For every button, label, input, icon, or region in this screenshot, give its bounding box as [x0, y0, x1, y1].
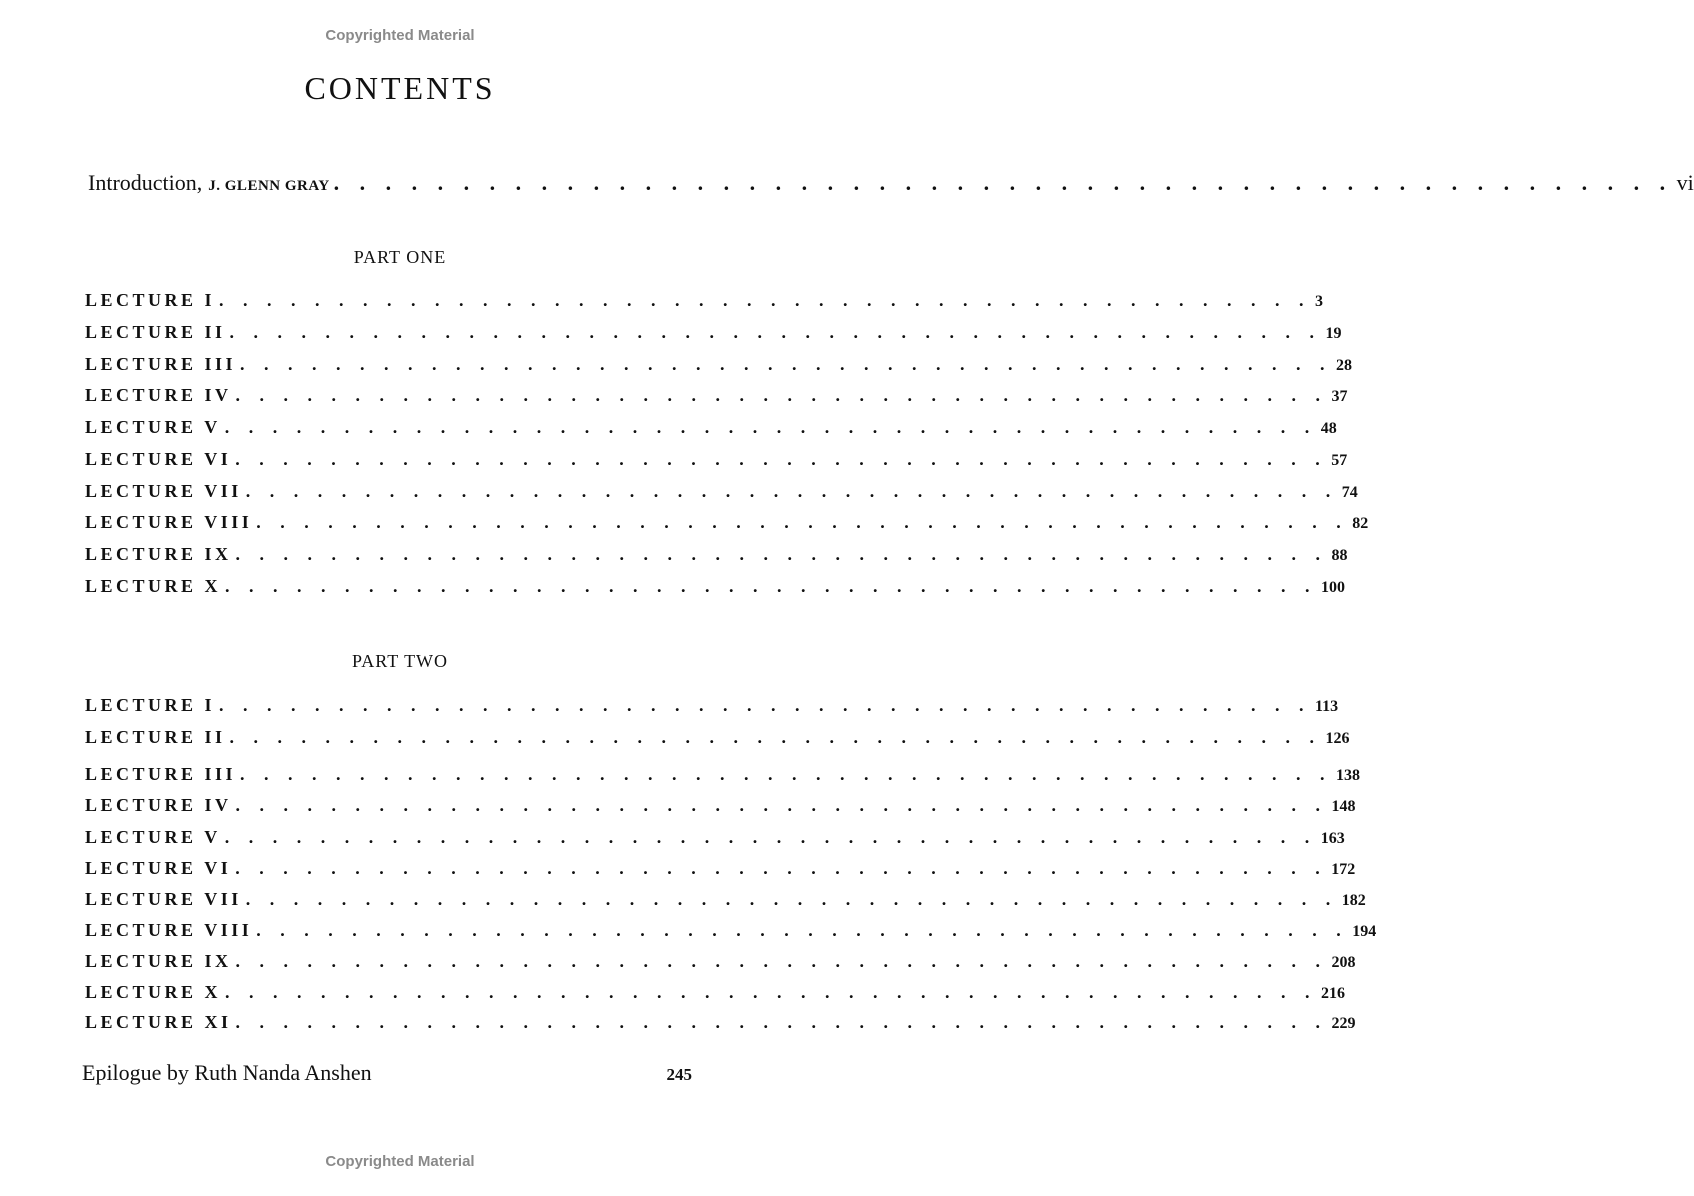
dot-leader: . . . . . . . . . . . . . . . . . . . . . . . . . . . . . . . . . . . . . . . . . . . . . .: [219, 695, 1312, 715]
lecture-page: 82: [1352, 515, 1369, 532]
toc-entry-part-two-lecture[interactable]: [85, 727, 1350, 748]
copyright-watermark-bottom: Copyrighted Material: [325, 1153, 475, 1170]
toc-entry-epilogue[interactable]: [82, 1060, 692, 1086]
epilogue-label: Epilogue by Ruth Nanda Anshen: [82, 1060, 372, 1085]
lecture-label: LECTURE X: [85, 576, 222, 596]
lecture-page: 216: [1321, 985, 1346, 1002]
toc-entry-part-two-lecture[interactable]: [85, 920, 1377, 941]
toc-entry-part-two-lecture[interactable]: [85, 858, 1356, 879]
dot-leader: . . . . . . . . . . . . . . . . . . . . . . . . . . . . . . . . . . . . . . . . . . . . . .: [240, 354, 1333, 374]
lecture-page: 163: [1320, 830, 1345, 847]
lecture-label: LECTURE I: [85, 695, 216, 715]
lecture-label: LECTURE IX: [85, 951, 232, 971]
dot-leader: . . . . . . . . . . . . . . . . . . . . . . . . . . . . . . . . . . . . . . . . . . . . . .: [256, 920, 1349, 940]
dot-leader: . . . . . . . . . . . . . . . . . . . . . . . . . . . . . . . . . . . . . . . . . . . . . .: [245, 481, 1338, 501]
toc-entry-part-one-lecture[interactable]: [85, 481, 1358, 502]
lecture-label: LECTURE IV: [85, 795, 232, 815]
dot-leader: . . . . . . . . . . . . . . . . . . . . . . . . . . . . . . . . . . . . . . . . . . . . . . . . . . . .: [333, 170, 1673, 195]
lecture-label: LECTURE V: [85, 417, 221, 437]
lecture-label: LECTURE VI: [85, 449, 232, 469]
lecture-page: 229: [1331, 1015, 1356, 1032]
lecture-label: LECTURE I: [85, 290, 216, 310]
toc-entry-part-one-lecture[interactable]: [85, 385, 1348, 406]
dot-leader: . . . . . . . . . . . . . . . . . . . . . . . . . . . . . . . . . . . . . . . . . . . . . .: [235, 951, 1328, 971]
lecture-page: 126: [1325, 730, 1350, 747]
toc-entry-part-two-lecture[interactable]: [85, 795, 1356, 816]
lecture-label: LECTURE V: [85, 827, 221, 847]
lecture-page: 57: [1331, 452, 1348, 469]
copyright-watermark-top: Copyrighted Material: [325, 27, 475, 44]
lecture-label: LECTURE XI: [85, 1012, 232, 1032]
toc-entry-part-one-lecture[interactable]: [85, 290, 1324, 311]
dot-leader: . . . . . . . . . . . . . . . . . . . . . . . . . . . . . . . . . . . . . . . . . . . . . .: [235, 385, 1328, 405]
part-two-heading: PART TWO: [351, 651, 449, 671]
toc-entry-part-two-lecture[interactable]: [85, 1012, 1356, 1033]
dot-leader: . . . . . . . . . . . . . . . . . . . . . . . . . . . . . . . . . . . . . . . . . . . . . .: [219, 290, 1312, 310]
dot-leader: . . . . . . . . . . . . . . . . . . . . . . . . . . . . . . . . . . . . . . . . . . . . . .: [240, 764, 1333, 784]
lecture-page: 208: [1331, 954, 1356, 971]
lecture-page: 138: [1336, 767, 1361, 784]
dot-leader: . . . . . . . . . . . . . . . . . . . . . . . . . . . . . . . . . . . . . . . . . . . . . .: [225, 576, 1318, 596]
toc-entry-part-two-lecture[interactable]: [85, 764, 1361, 785]
dot-leader: . . . . . . . . . . . . . . . . . . . . . . . . . . . . . . . . . . . . . . . . . . . . . .: [235, 795, 1328, 815]
lecture-page: 182: [1341, 892, 1366, 909]
lecture-page: 194: [1352, 923, 1377, 940]
toc-entry-part-two-lecture[interactable]: [85, 982, 1346, 1003]
toc-entry-part-two-lecture[interactable]: [85, 951, 1356, 972]
dot-leader: . . . . . . . . . . . . . . . . . . . . . . . . . . . . . . . . . . . . . . . . . . . . . .: [224, 417, 1317, 437]
lecture-label: LECTURE IX: [85, 544, 232, 564]
toc-entry-part-two-lecture[interactable]: [85, 827, 1345, 848]
toc-entry-part-one-lecture[interactable]: [85, 544, 1348, 565]
part-one-heading: PART ONE: [353, 247, 447, 267]
epilogue-page: 245: [666, 1065, 692, 1084]
lecture-page: 172: [1331, 861, 1356, 878]
toc-entry-introduction[interactable]: [88, 170, 1694, 196]
dot-leader: . . . . . . . . . . . . . . . . . . . . . . . . . . . . . . . . . . . . . . . . . . . . . .: [235, 449, 1328, 469]
toc-entry-part-one-lecture[interactable]: [85, 322, 1342, 343]
dot-leader: . . . . . . . . . . . . . . . . . . . . . . . . . . . . . . . . . . . . . . . . . . . . . .: [224, 827, 1317, 847]
introduction-author: J. GLENN GRAY: [208, 178, 330, 194]
lecture-label: LECTURE VIII: [85, 920, 253, 940]
dot-leader: . . . . . . . . . . . . . . . . . . . . . . . . . . . . . . . . . . . . . . . . . . . . . .: [225, 982, 1318, 1002]
dot-leader: . . . . . . . . . . . . . . . . . . . . . . . . . . . . . . . . . . . . . . . . . . . . . .: [256, 512, 1349, 532]
dot-leader: . . . . . . . . . . . . . . . . . . . . . . . . . . . . . . . . . . . . . . . . . . . . . .: [235, 1012, 1328, 1032]
dot-leader: . . . . . . . . . . . . . . . . . . . . . . . . . . . . . . . . . . . . . . . . . . . . . .: [229, 322, 1322, 342]
toc-entry-part-one-lecture[interactable]: [85, 354, 1353, 375]
lecture-page: 100: [1321, 579, 1346, 596]
lecture-page: 148: [1331, 798, 1356, 815]
lecture-page: 3: [1315, 293, 1324, 310]
page-title: CONTENTS: [304, 70, 496, 106]
lecture-page: 37: [1331, 388, 1348, 405]
toc-entry-part-two-lecture[interactable]: [85, 695, 1339, 716]
lecture-label: LECTURE X: [85, 982, 222, 1002]
lecture-label: LECTURE VII: [85, 481, 242, 501]
lecture-label: LECTURE III: [85, 354, 237, 374]
introduction-page: vi: [1676, 170, 1694, 195]
lecture-label: LECTURE IV: [85, 385, 232, 405]
toc-entry-part-one-lecture[interactable]: [85, 417, 1337, 438]
lecture-page: 19: [1325, 325, 1342, 342]
toc-entry-part-two-lecture[interactable]: [85, 889, 1366, 910]
lecture-label: LECTURE VI: [85, 858, 232, 878]
lecture-label: LECTURE VII: [85, 889, 242, 909]
toc-entry-part-one-lecture[interactable]: [85, 449, 1348, 470]
lecture-page: 28: [1336, 357, 1353, 374]
lecture-label: LECTURE III: [85, 764, 237, 784]
lecture-label: LECTURE II: [85, 727, 226, 747]
lecture-label: LECTURE VIII: [85, 512, 253, 532]
lecture-page: 113: [1315, 698, 1339, 715]
introduction-label: Introduction,: [88, 170, 203, 195]
lecture-label: LECTURE II: [85, 322, 226, 342]
toc-entry-part-one-lecture[interactable]: [85, 512, 1369, 533]
lecture-page: 48: [1320, 420, 1337, 437]
toc-entry-part-one-lecture[interactable]: [85, 576, 1346, 597]
dot-leader: . . . . . . . . . . . . . . . . . . . . . . . . . . . . . . . . . . . . . . . . . . . . . .: [235, 858, 1328, 878]
lecture-page: 88: [1331, 547, 1348, 564]
lecture-page: 74: [1341, 484, 1358, 501]
dot-leader: . . . . . . . . . . . . . . . . . . . . . . . . . . . . . . . . . . . . . . . . . . . . . .: [235, 544, 1328, 564]
dot-leader: . . . . . . . . . . . . . . . . . . . . . . . . . . . . . . . . . . . . . . . . . . . . . .: [229, 727, 1322, 747]
dot-leader: . . . . . . . . . . . . . . . . . . . . . . . . . . . . . . . . . . . . . . . . . . . . . .: [245, 889, 1338, 909]
